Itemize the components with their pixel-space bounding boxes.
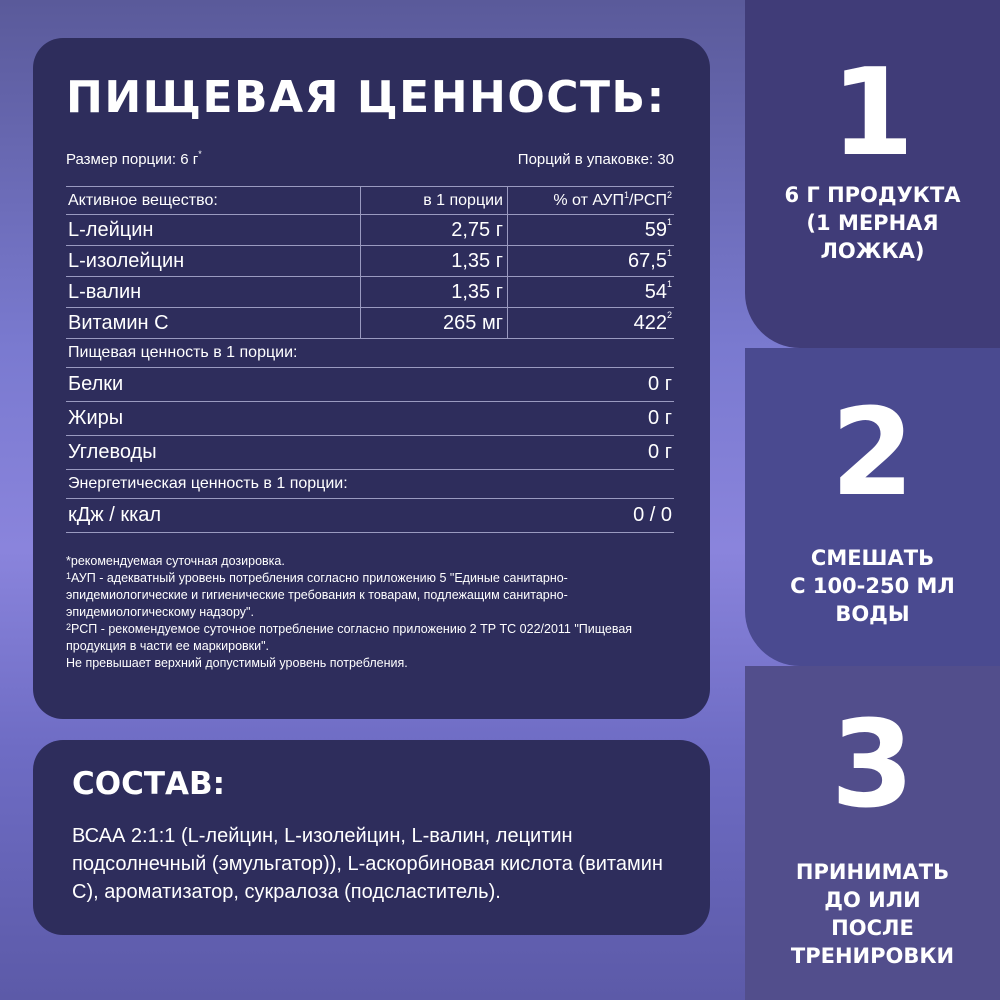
composition-title: СОСТАВ: bbox=[72, 766, 226, 802]
row-name: кДж / ккал bbox=[66, 499, 508, 533]
step-number: 1 bbox=[830, 44, 915, 183]
row-value: 0 г bbox=[508, 402, 675, 436]
row-percent: $422^2$ bbox=[508, 308, 675, 339]
step-text: СМЕШАТЬ С 100-250 МЛ ВОДЫ bbox=[790, 546, 955, 626]
step-number: 2 bbox=[830, 384, 915, 523]
section-row bbox=[66, 339, 674, 368]
serving-size: Размер порции: 6 г* bbox=[66, 149, 202, 168]
row-percent: $54^1$ bbox=[508, 277, 675, 308]
table-row bbox=[66, 436, 674, 470]
table-row bbox=[66, 368, 674, 402]
table-row bbox=[66, 308, 674, 339]
row-name: Витамин С bbox=[66, 308, 361, 339]
row-value: 0 / 0 bbox=[508, 499, 675, 533]
row-name: L-изолейцин bbox=[66, 246, 361, 277]
row-amount: 1,35 г bbox=[361, 246, 508, 277]
servings-per-pack: Порций в упаковке: 30 bbox=[517, 151, 674, 168]
step-1-panel bbox=[745, 0, 1000, 348]
table-row bbox=[66, 499, 674, 533]
row-amount: 1,35 г bbox=[361, 277, 508, 308]
footnote: Не превышает верхний допустимый уровень потребления. bbox=[66, 656, 408, 670]
row-name: Жиры bbox=[66, 402, 508, 436]
nutrition-table bbox=[66, 186, 674, 533]
step-2-panel bbox=[745, 348, 1000, 666]
serving-info bbox=[66, 151, 674, 173]
nutrition-title: ПИЩЕВАЯ ЦЕННОСТЬ: bbox=[66, 72, 666, 123]
row-value: 0 г bbox=[508, 368, 675, 402]
value-section-label: Пищевая ценность в 1 порции: bbox=[66, 339, 674, 368]
footnote: $^2$РСП - рекомендуемое суточное потребление согласно приложению 2 ТР ТС 022/2011 "Пищевая продукция в части ее маркировки". bbox=[66, 622, 633, 653]
section-row bbox=[66, 470, 674, 499]
composition-text: ВСАА 2:1:1 (L-лейцин, L-изолейцин, L-валин, лецитин подсолнечный (эмульгатор)), L-аскорбиновая кислота (витамин С), ароматизатор, сукралоза (подсластитель). bbox=[72, 825, 663, 903]
step-3-panel bbox=[745, 666, 1000, 1000]
footnote: $^1$АУП - адекватный уровень потребления согласно приложению 5 "Единые санитарно-эпидемиологические и гигиенические требования к товарам, подлежащим санитарно-эпидемиологическому надзору". bbox=[66, 571, 568, 619]
table-row bbox=[66, 402, 674, 436]
table-row bbox=[66, 277, 674, 308]
footnotes bbox=[66, 553, 674, 672]
header-per-serving: в 1 порции bbox=[361, 187, 508, 215]
table-row bbox=[66, 246, 674, 277]
nutrition-facts-panel bbox=[33, 38, 710, 719]
header-percent: % от АУП$^1$/РСП$^2$ bbox=[508, 187, 675, 215]
step-text: 6 Г ПРОДУКТА (1 МЕРНАЯ ЛОЖКА) bbox=[784, 183, 961, 263]
row-name: Углеводы bbox=[66, 436, 508, 470]
row-name: L-лейцин bbox=[66, 215, 361, 246]
row-value: 0 г bbox=[508, 436, 675, 470]
table-row bbox=[66, 215, 674, 246]
table-header-row bbox=[66, 187, 674, 215]
energy-section-label: Энергетическая ценность в 1 порции: bbox=[66, 470, 674, 499]
header-active-substance: Активное вещество: bbox=[66, 187, 361, 215]
row-name: L-валин bbox=[66, 277, 361, 308]
row-percent: 67,5$^1$ bbox=[508, 246, 675, 277]
row-percent: $59^1$ bbox=[508, 215, 675, 246]
row-name: Белки bbox=[66, 368, 508, 402]
step-text: ПРИНИМАТЬ ДО ИЛИ ПОСЛЕ ТРЕНИРОВКИ bbox=[790, 860, 955, 968]
row-amount: 265 мг bbox=[361, 308, 508, 339]
step-number: 3 bbox=[830, 696, 915, 835]
composition-panel bbox=[33, 740, 710, 935]
row-amount: 2,75 г bbox=[361, 215, 508, 246]
footnote: *рекомендуемая суточная дозировка. bbox=[66, 554, 285, 568]
